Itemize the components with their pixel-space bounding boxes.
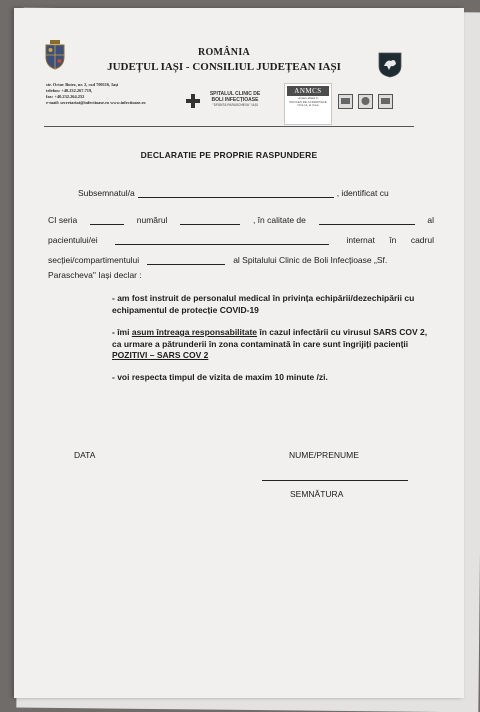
contact-phone: telefon: +40.232.267.719, <box>46 88 93 93</box>
certification-badge-icon <box>378 94 393 109</box>
capacity-blank[interactable] <box>319 214 415 225</box>
contact-fax: fax: +40.232.264.252 <box>46 94 85 99</box>
county-emblem-icon <box>378 52 402 78</box>
header-title <box>74 46 374 74</box>
signature-line[interactable] <box>262 480 408 481</box>
header-divider <box>44 126 414 127</box>
contact-info <box>46 82 206 106</box>
signature-label: SEMNĂTURA <box>290 489 344 499</box>
section-blank[interactable] <box>147 254 225 265</box>
anmcs-logo: ANMCS <box>287 86 329 96</box>
form-line-declare: Parascheva" Iași declar : <box>48 270 142 280</box>
declaration-item-training: - am fost instruit de personalul medical în privința echipării/dezechipării cu echipamentul de protecție COVID-19 <box>112 293 415 315</box>
contact-email: e-mail: secretariat@infectioase.ro www.infectioase.ro <box>46 100 146 105</box>
patient-name-blank[interactable] <box>115 234 329 245</box>
document-title: DECLARATIE PE PROPRIE RASPUNDERE <box>140 150 318 160</box>
hospital-name: SPITALUL CLINIC DE BOLI INFECȚIOASE "SFÂNTA PARASCHEVA" IAȘI <box>209 91 261 107</box>
declaration-page <box>14 8 464 698</box>
anmcs-accreditation-badge: ANMCS unitate aflată în PROCES DE ACREDITARE CICLUL al II-lea <box>284 83 332 125</box>
country-name: ROMÂNIA <box>197 47 251 58</box>
form-line-id: CI seria numărul , în calitate de al <box>48 215 434 225</box>
certification-badge-icon <box>358 94 373 109</box>
form-line-name: Subsemnatul/a , identificat cu <box>78 188 389 198</box>
form-line-patient: pacientului/ei internat în cadrul <box>48 235 434 245</box>
form-line-section: secției/compartimentului al Spitalului Clinic de Boli Infecțioase „Sf. <box>48 255 388 265</box>
id-series-blank[interactable] <box>90 214 124 225</box>
id-number-blank[interactable] <box>180 214 240 225</box>
medical-cross-icon <box>186 94 200 108</box>
coat-of-arms-icon <box>44 40 66 70</box>
council-name: JUDEȚUL IAȘI - CONSILIUL JUDEȚEAN IAȘI <box>107 61 341 73</box>
declaration-item-visit-time: - voi respecta timpul de vizita de maxim 10 minute /zi. <box>112 372 328 382</box>
declaration-item-responsibility: - îmi asum întreaga responsabilitate în cazul infectării cu virusul SARS COV 2, ca urmare a pătrunderii în zona contaminată în care sunt îngrijiți pacienții POZITIVI – SARS COV 2 <box>112 327 428 361</box>
contact-address: str. Octav Botez, nr. 2, cod 700116, Iași <box>46 82 119 87</box>
certification-badge-icon <box>338 94 353 109</box>
name-label: NUME/PRENUME <box>289 450 359 460</box>
date-label: DATA <box>74 450 96 460</box>
name-blank[interactable] <box>138 187 334 198</box>
